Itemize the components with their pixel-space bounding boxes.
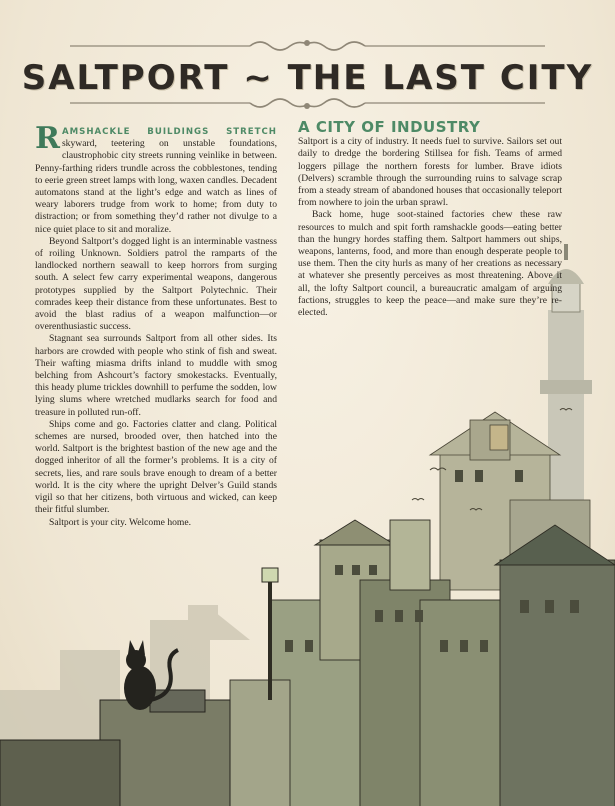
page-title: SALTPORT ~ THE LAST CITY — [21, 58, 594, 98]
industry-paragraph: Back home, huge soot-stained factories chew these raw resources to mulch and spit forth ramshackle goods—eating better than the hungry hordes staffing them. Saltport hammers out ships, weapons, lanterns, food, and more than enough desperate people to use them. Then the city hurls as many of her creations as necessary at whatever she presently perceives as most threatening. Above it all, the lofty Saltport council, a bureaucratic amalgam of arguing factions, struggles to keep the peace—and make sure they’re re-elected. — [298, 209, 562, 319]
drop-cap: R — [35, 121, 60, 156]
intro-column — [35, 121, 277, 529]
lead-in-caps: AMSHACKLE BUILDINGS STRETCH — [61, 127, 277, 137]
intro-paragraph — [35, 121, 277, 236]
industry-paragraph: Saltport is a city of industry. It needs fuel to survive. Sailors set out daily to dredge the bordering Stillsea for fish. Teams of armed loggers pillage the northern forests for lumber. Brave idiots (Delvers) scramble through the surrounding ruins to salvage scrap from a steady stream of abandoned houses that occasionally teleport from nowhere to join the urban sprawl. — [298, 136, 562, 209]
intro-paragraph: Ships come and go. Factories clatter and clang. Political schemes are nursed, brooded over, then hatched into the world. Saltport is the brightest bastion of the new age and the dogged inheritor of all the former’s problems. It is a city of secrets, lies, and rare souls brave enough to dream of a better world. It is the city where the upright Delver’s Guild stands vigil so that her citizens, both virtuous and wicked, can keep their fitful slumber. — [35, 418, 277, 516]
section-heading: A CITY OF INDUSTRY — [298, 118, 481, 136]
intro-paragraph: Saltport is your city. Welcome home. — [49, 516, 192, 528]
intro-paragraph: Beyond Saltport’s dogged light is an interminable vastness of roiling Unknown. Soldiers patrol the ramparts of the landlocked northern seawall to keep horrors from surging south. A select few carry experimental weapons, dangerous prototypes supplied by the Saltport Polytechnic. Their comrades keep their distance from these unfortunates. Best to avoid the blast radius of a weapon malfunction—or overenthusiastic success. — [35, 235, 277, 333]
intro-paragraph-text: skyward, teetering on unstable foundations, claustrophobic city streets running veinlike in between. Penny-farthing riders trundle across the cobblestones, tending to eerie green street lamps with long, waxen candles. Decadent automatons stand at the light’s edge and watch as lines of weary laborers trudge from work to home; from duty to distraction; or from something they’d rather not divulge to a nice quiet place to sit and moralize. — [35, 138, 277, 235]
intro-paragraph: Stagnant sea surrounds Saltport from all other sides. Its harbors are crowded with people who stink of fish and sweat. Their wafting miasma drifts inland to muddle with smog belching from Ashcourt’s factory smokestacks. Eventually, this heady plume trickles downhill to perfume the sodden, low lying slums where wretched mudlarks search for food and treasure in polluted run-off. — [35, 333, 277, 418]
industry-column — [298, 118, 562, 319]
